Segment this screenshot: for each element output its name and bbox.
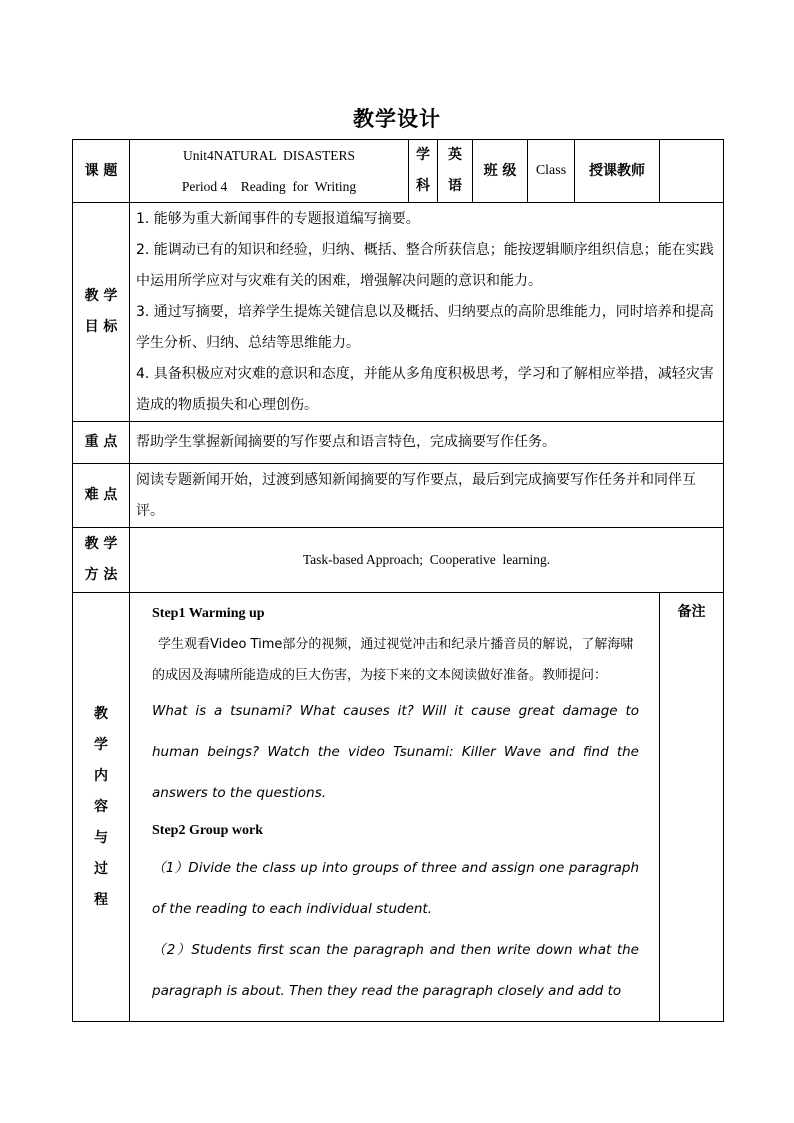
topic-label: 课 题 [73, 140, 130, 203]
process-row [73, 593, 724, 1022]
subject-label-char-1: 学 [416, 147, 430, 163]
page-title: 教学设计 [353, 107, 441, 131]
class-label: 班 级 [473, 140, 528, 203]
step1-questions: What is a tsunami? What causes it? Will it cause great damage to human beings? Watch the video Tsunami: Killer Wave and find the answers to the questions. [152, 703, 639, 801]
process-label-char: 教 [94, 705, 108, 722]
step2-item-1: （1）Divide the class up into groups of three and assign one paragraph of the reading to each individual student. [152, 860, 639, 917]
step2-title: Step2 Group work [152, 823, 263, 838]
lesson-plan-table [72, 139, 724, 1022]
objectives-label-line-1: 教 学 [84, 288, 118, 304]
subject-value [438, 140, 473, 203]
subject-value-char-2: 语 [448, 178, 462, 194]
method-label-line-2: 方 法 [84, 567, 118, 583]
subject-label-char-2: 科 [416, 178, 430, 194]
course-title-cell [130, 140, 409, 203]
process-label-char: 与 [94, 829, 108, 846]
teacher-label: 授课教师 [575, 140, 660, 203]
objectives-row [73, 203, 724, 422]
notes-column: 备注 [660, 593, 724, 1022]
process-label-char: 程 [94, 891, 108, 908]
objectives-label [73, 203, 130, 422]
difficulty-text: 阅读专题新闻开始，过渡到感知新闻摘要的写作要点，最后到完成摘要写作任务并和同伴互评。 [130, 464, 724, 528]
header-row [73, 140, 724, 203]
objectives-label-line-2: 目 标 [84, 319, 118, 335]
course-period: Period 4 Reading for Writing [181, 179, 357, 194]
objectives-content [130, 203, 724, 422]
subject-label [409, 140, 438, 203]
teacher-value [660, 140, 724, 203]
objective-item: 4. 具备积极应对灾难的意识和态度，并能从多角度积极思考，学习和了解相应举措，减轻灾害造成的物质损失和心理创伤。 [136, 365, 714, 413]
difficulty-row [73, 464, 724, 528]
process-label-char: 学 [94, 736, 108, 753]
objective-item: 3. 通过写摘要，培养学生提炼关键信息以及概括、归纳要点的高阶思维能力，同时培养和提高学生分析、归纳、总结等思维能力。 [136, 303, 714, 351]
method-text: Task-based Approach; Cooperative learning. [130, 528, 724, 593]
method-label-line-1: 教 学 [84, 536, 118, 552]
objective-item: 1. 能够为重大新闻事件的专题报道编写摘要。 [136, 210, 420, 227]
process-label-char: 容 [94, 798, 108, 815]
course-unit: Unit4NATURAL DISASTERS [182, 148, 355, 163]
class-value: Class [528, 140, 575, 203]
subject-value-char-1: 英 [448, 147, 462, 163]
objective-item: 2. 能调动已有的知识和经验，归纳、概括、整合所获信息；能按逻辑顺序组织信息；能在实践中运用所学应对与灾难有关的困难，增强解决问题的意识和能力。 [136, 241, 714, 289]
process-label-char: 过 [94, 860, 108, 877]
process-label-char: 内 [94, 767, 108, 784]
step2-item-2: （2）Students first scan the paragraph and then write down what the paragraph is about. Then they read the paragraph closely and add to [152, 942, 639, 999]
step1-title: Step1 Warming up [152, 606, 265, 621]
key-point-row [73, 422, 724, 464]
process-label [73, 593, 130, 1022]
method-label [73, 528, 130, 593]
step1-description: 学生观看Video Time部分的视频，通过视觉冲击和纪录片播音员的解说，了解海啸的成因及海啸所能造成的巨大伤害，为接下来的文本阅读做好准备。教师提问： [152, 637, 634, 683]
key-point-text: 帮助学生掌握新闻摘要的写作要点和语言特色，完成摘要写作任务。 [130, 422, 724, 464]
difficulty-label: 难 点 [73, 464, 130, 528]
process-content [130, 593, 660, 1022]
key-point-label: 重 点 [73, 422, 130, 464]
method-row [73, 528, 724, 593]
